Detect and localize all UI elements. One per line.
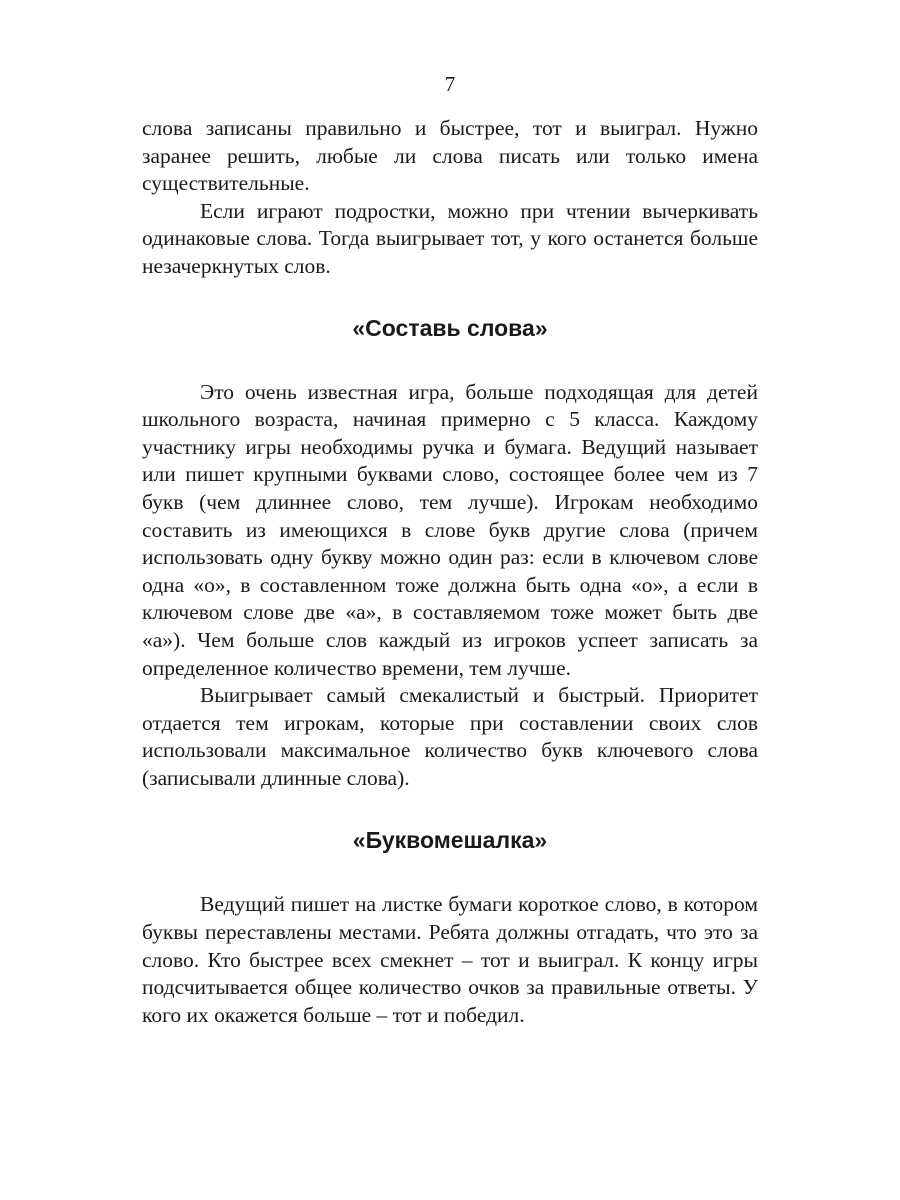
paragraph-make-words-winner: Выигрывает самый смекалистый и быстрый. Приоритет отдается тем игрокам, которые при составлении своих слов использовали максимальное количество букв ключевого слова (записывали длинные слова). bbox=[142, 683, 758, 790]
section-heading-letter-mixer: «Буквомешалка» bbox=[352, 827, 548, 854]
book-page bbox=[142, 70, 758, 1029]
paragraph-make-words-rules: Это очень известная игра, больше подходящая для детей школьного возраста, начиная примерно с 5 класса. Каждому участнику игры необходимы ручка и бумага. Ведущий называет или пишет крупными буквами слово, состоящее более чем из 7 букв (чем длиннее слово, тем лучше). Игрокам необходимо составить из имеющихся в слове букв другие слова (причем использовать одну букву можно один раз: если в ключевом слове одна «о», в составленном тоже должна быть одна «о», а если в ключевом слове две «а», в составляемом тоже может быть две «а»). Чем больше слов каждый из игроков успеет записать за определенное количество времени, тем лучше. bbox=[142, 379, 758, 680]
paragraph-continued: слова записаны правильно и быстрее, тот и выиграл. Нужно заранее решить, любые ли слова писать или только имена существительные. bbox=[142, 116, 758, 196]
paragraph-letter-mixer-rules: Ведущий пишет на листке бумаги короткое слово, в котором буквы переставлены местами. Ребята должны отгадать, что это за слово. Кто быстрее всех смекнет – тот и выиграл. К концу игры подсчитывается общее количество очков за правильные ответы. У кого их окажется больше – тот и победил. bbox=[142, 892, 758, 1027]
page-number: 7 bbox=[444, 72, 456, 96]
paragraph-teenagers-rule: Если играют подростки, можно при чтении вычеркивать одинаковые слова. Тогда выигрывает тот, у кого останется больше незачеркнутых слов. bbox=[142, 198, 758, 278]
section-heading-make-words: «Составь слова» bbox=[352, 314, 548, 341]
